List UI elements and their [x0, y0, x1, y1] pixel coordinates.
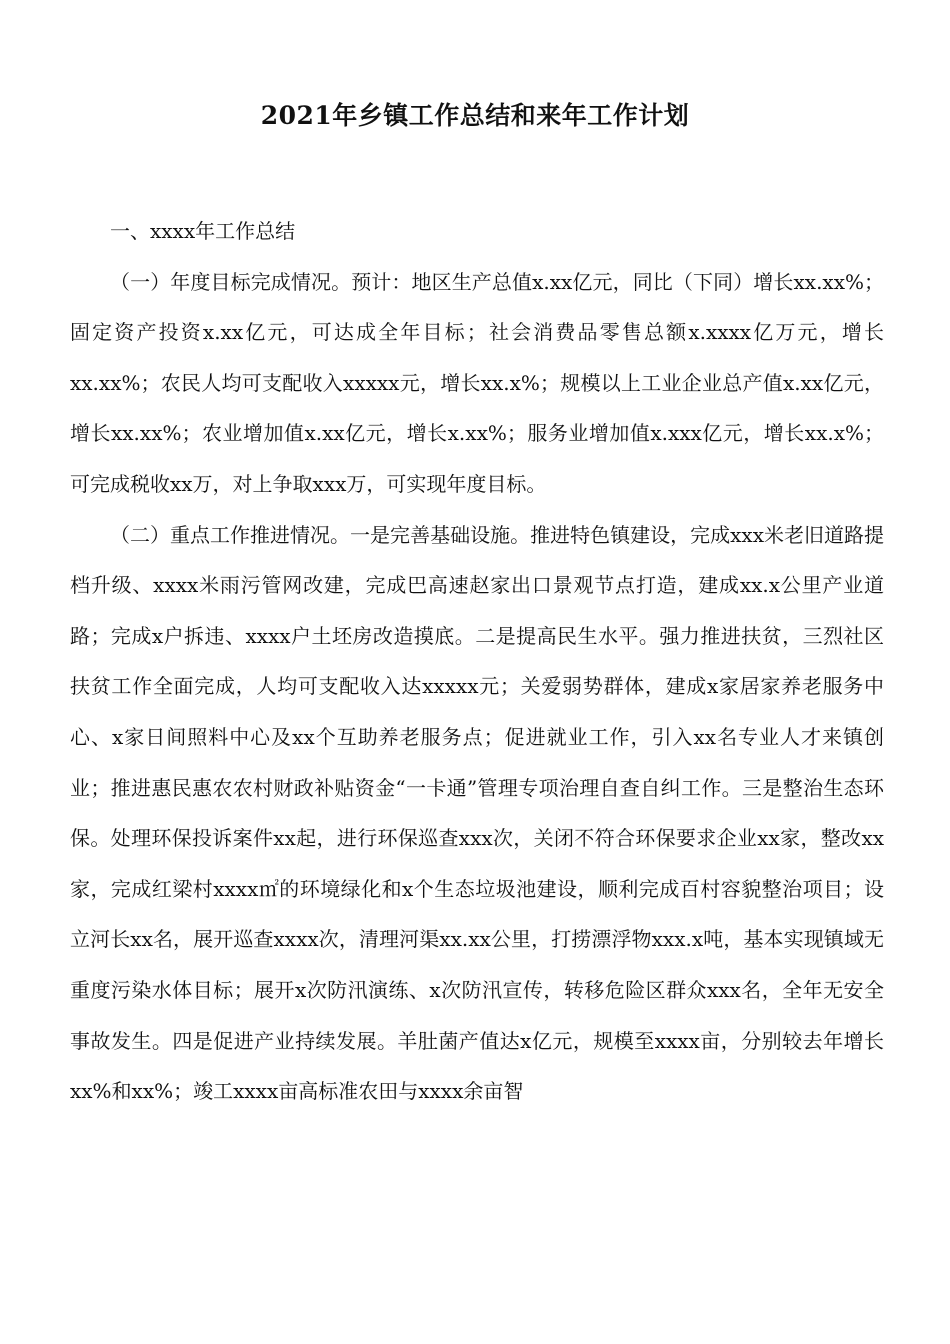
section-heading: 一、xxxx年工作总结 — [110, 219, 296, 243]
paragraph-annual-targets: （一）年度目标完成情况。预计：地区生产总值x.xx亿元，同比（下同）增长xx.xx%；固定资产投资x.xx亿元，可达成全年目标；社会消费品零售总额x.xxxx亿万元，增长xx.xx%；农民人均可支配收入xxxxx元，增长xx.x%；规模以上工业企业总产值x.xx亿元，增长xx.xx%；农业增加值x.xx亿元，增长x.xx%；服务业增加值x.xxx亿元，增长xx.x%；可完成税收xx万，对上争取xxx万，可实现年度目标。 — [70, 269, 884, 496]
document-title: 2021年乡镇工作总结和来年工作计划 — [260, 101, 690, 130]
document-body — [70, 206, 884, 1117]
paragraph-key-work: （二）重点工作推进情况。一是完善基础设施。推进特色镇建设，完成xxx米老旧道路提档升级、xxxx米雨污管网改建，完成巴高速赵家出口景观节点打造，建成xx.x公里产业道路；完成x户拆违、xxxx户土坯房改造摸底。二是提高民生水平。强力推进扶贫，三烈社区扶贫工作全面完成，人均可支配收入达xxxxx元；关爱弱势群体，建成x家居家养老服务中心、x家日间照料中心及xx个互助养老服务点；促进就业工作，引入xx名专业人才来镇创业；推进惠民惠农农村财政补贴资金“一卡通”管理专项治理自查自纠工作。三是整治生态环保。处理环保投诉案件xx起，进行环保巡查xxx次，关闭不符合环保要求企业xx家，整改xx家，完成红梁村xxxx㎡的环境绿化和x个生态垃圾池建设，顺利完成百村容貌整治项目；设立河长xx名，展开巡查xxxx次，清理河渠xx.xx公里，打捞漂浮物xxx.x吨，基本实现镇域无重度污染水体目标；展开x次防汛演练、x次防汛宣传，转移危险区群众xxx名，全年无安全事故发生。四是促进产业持续发展。羊肚菌产值达x亿元，规模至xxxx亩，分别较去年增长xx%和xx%；竣工xxxx亩高标准农田与xxxx余亩智 — [70, 522, 884, 1104]
